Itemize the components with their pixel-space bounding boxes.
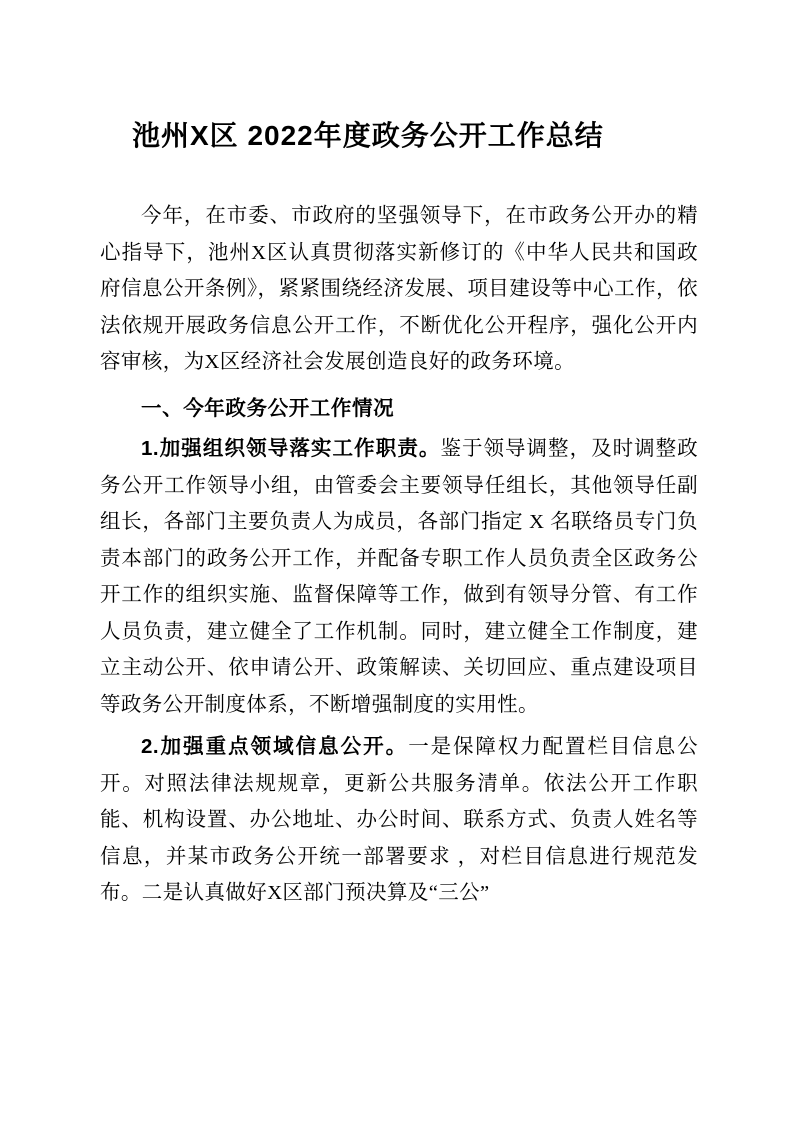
paragraph-item-2-lead: 2.加强重点领域信息公开。 <box>141 735 409 759</box>
section-heading-1: 一、今年政务公开工作情况 <box>141 396 395 420</box>
document-title: 池州X区 2022年度政务公开工作总结 <box>132 120 604 151</box>
paragraph-intro: 今年，在市委、市政府的坚强领导下，在市政务公开办的精心指导下，池州X区认真贯彻落实新修订的《中华人民共和国政府信息公开条例》，紧紧围绕经济发展、项目建设等中心工作，依法依规开展政务信息公开工作，不断优化公开程序，强化公开内容审核，为X区经济社会发展创造良好的政务环境。 <box>100 205 698 374</box>
paragraph-item-1 <box>100 431 698 723</box>
paragraph-item-2-body: 一是保障权力配置栏目信息公开。对照法律法规规章，更新公共服务清单。依法公开工作职能、机构设置、办公地址、办公时间、联系方式、负责人姓名等信息，并某市政务公开统一部署要求 ，对栏目信息进行规范发布。二是认真做好X区部门预决算及“三公” <box>100 736 698 905</box>
paragraph-item-1-lead: 1.加强组织领导落实工作职责。 <box>141 437 441 461</box>
paragraph-item-1-body: 鉴于领导调整，及时调整政务公开工作领导小组，由管委会主要领导任组长，其他领导任副组长，各部门主要负责人为成员，各部门指定 X 名联络员专门负责本部门的政务公开工作，并配备专职工作人员负责全区政务公开工作的组织实施、监督保障等工作，做到有领导分管、有工作人员负责，建立健全了工作机制。同时，建立健全工作制度，建立主动公开、依申请公开、政策解读、关切回应、重点建设项目等政务公开制度体系，不断增强制度的实用性。 <box>100 438 698 716</box>
paragraph-item-2 <box>100 729 698 911</box>
